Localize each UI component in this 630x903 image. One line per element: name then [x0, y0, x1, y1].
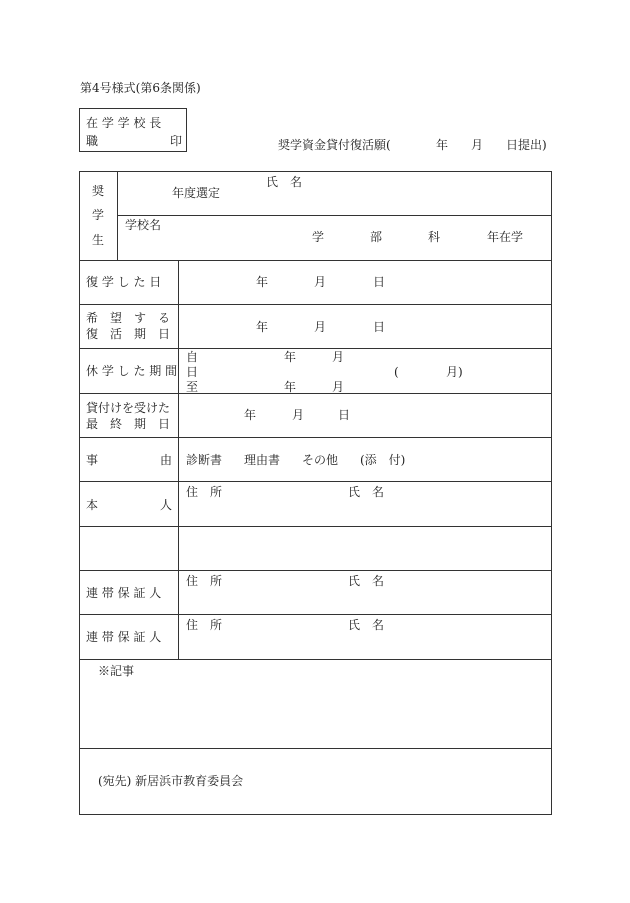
principal-seal-box	[79, 108, 187, 152]
medical-certificate-option: 診断書	[186, 453, 223, 467]
leave-to-year: 年	[284, 380, 297, 394]
title-month: 月	[471, 138, 484, 152]
desired-revival-label-2: 復 活 期 日	[86, 327, 171, 341]
self-label-right: 人	[160, 498, 173, 512]
row-divider	[79, 526, 552, 527]
row-divider	[79, 614, 552, 615]
leave-from-label: 自	[186, 350, 199, 364]
row-divider	[79, 659, 552, 660]
revival-year: 年	[256, 320, 269, 334]
attached-note: (添 付)	[360, 453, 406, 467]
row-divider	[79, 260, 552, 261]
label-column-divider	[178, 260, 179, 659]
leave-from-year: 年	[284, 350, 297, 364]
application-table	[79, 171, 552, 815]
principal-label: 在 学 学 校 長	[86, 116, 162, 130]
guarantor-1-label: 連 帯 保 証 人	[86, 586, 162, 600]
self-name-label: 氏 名	[348, 485, 385, 499]
student-inner-divider	[117, 215, 552, 216]
student-label-char-2: 学	[92, 208, 105, 222]
loan-final-day: 日	[338, 408, 351, 422]
leave-period-label: 休 学 し た 期 間	[86, 364, 178, 378]
gaku-label: 学	[312, 230, 325, 244]
self-address-label: 住 所	[186, 485, 223, 499]
return-year: 年	[256, 275, 269, 289]
row-divider	[79, 748, 552, 749]
year-selected-label: 年度選定	[172, 186, 221, 200]
guarantor-2-name-label: 氏 名	[348, 618, 385, 632]
student-label-char-3: 生	[92, 233, 105, 247]
row-divider	[79, 393, 552, 394]
loan-final-label-1: 貸付けを受けた	[86, 401, 171, 415]
guarantor-1-address-label: 住 所	[186, 574, 223, 588]
student-name-label: 氏 名	[266, 175, 303, 189]
return-day: 日	[373, 275, 386, 289]
loan-final-month: 月	[292, 408, 305, 422]
leave-from-month: 月	[332, 350, 345, 364]
grade-enrolled-label: 年在学	[487, 230, 524, 244]
revival-day: 日	[373, 320, 386, 334]
seal-label: 印	[170, 134, 183, 148]
form-title: 奨学資金貸付復活願(	[278, 138, 391, 152]
faculty-label: 部	[370, 230, 383, 244]
guarantor-1-name-label: 氏 名	[348, 574, 385, 588]
department-label: 科	[428, 230, 441, 244]
row-divider	[79, 348, 552, 349]
leave-months-close: 月)	[446, 365, 463, 379]
other-option: その他	[302, 453, 339, 467]
student-label-char-1: 奨	[92, 184, 105, 198]
guarantor-2-label: 連 帯 保 証 人	[86, 630, 162, 644]
title-year: 年	[436, 138, 449, 152]
leave-to-label: 至	[186, 380, 199, 394]
reason-statement-option: 理由書	[244, 453, 281, 467]
self-label-left: 本	[86, 498, 99, 512]
form-number: 第4号様式(第6条関係)	[80, 81, 201, 95]
row-divider	[79, 481, 552, 482]
loan-final-label-2: 最 終 期 日	[86, 417, 171, 431]
return-date-label: 復 学 し た 日	[86, 275, 162, 289]
notes-label: ※記事	[98, 664, 135, 678]
reason-label-right: 由	[160, 453, 173, 467]
reason-label-left: 事	[86, 453, 99, 467]
loan-final-year: 年	[244, 408, 257, 422]
leave-to-month: 月	[332, 380, 345, 394]
return-month: 月	[314, 275, 327, 289]
guarantor-2-address-label: 住 所	[186, 618, 223, 632]
revival-month: 月	[314, 320, 327, 334]
row-divider	[79, 304, 552, 305]
row-divider	[79, 570, 552, 571]
desired-revival-label-1: 希 望 す る	[86, 311, 171, 325]
addressee: (宛先) 新居浜市教育委員会	[98, 774, 244, 788]
leave-day-label: 日	[186, 365, 199, 379]
title-day-submitted: 日提出)	[506, 138, 547, 152]
row-divider	[79, 437, 552, 438]
principal-title-label: 職	[86, 134, 99, 148]
school-name-label: 学校名	[125, 218, 162, 232]
leave-months-open: (	[394, 365, 399, 379]
